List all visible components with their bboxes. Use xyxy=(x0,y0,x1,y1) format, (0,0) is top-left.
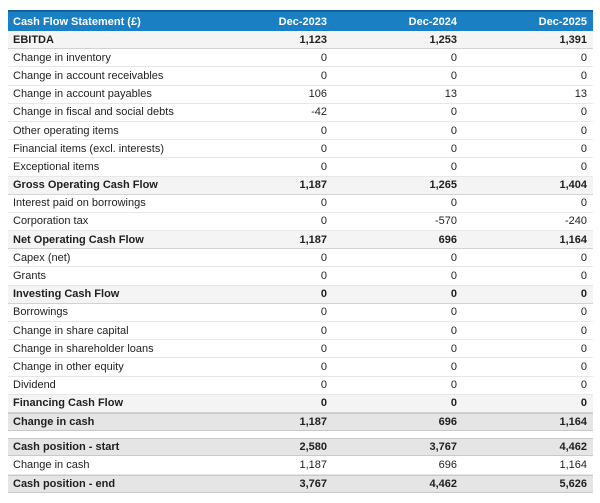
row-value: 0 xyxy=(580,270,587,283)
row-value: 1,187 xyxy=(299,458,327,471)
row-value: 0 xyxy=(450,379,457,392)
row-label: Cash position - start xyxy=(13,441,120,454)
row-label: Dividend xyxy=(13,379,56,392)
row-value: 4,462 xyxy=(429,477,457,490)
row-label: Financial items (excl. interests) xyxy=(13,142,164,155)
row-value: 0 xyxy=(450,306,457,319)
table-row xyxy=(8,177,593,195)
row-value: 0 xyxy=(580,160,587,173)
row-value: 5,626 xyxy=(559,477,587,490)
row-value: 0 xyxy=(450,51,457,64)
row-value: 1,253 xyxy=(429,33,457,46)
table-row xyxy=(8,213,593,231)
row-value: 0 xyxy=(580,106,587,119)
row-value: 0 xyxy=(580,306,587,319)
row-label: Change in fiscal and social debts xyxy=(13,106,174,119)
row-label: Change in other equity xyxy=(13,360,124,373)
column-header-dec-2025: Dec-2025 xyxy=(538,15,587,28)
row-label: Corporation tax xyxy=(13,215,89,228)
row-label: Investing Cash Flow xyxy=(13,288,120,301)
table-row xyxy=(8,286,593,304)
table-row xyxy=(8,358,593,376)
row-label: Change in shareholder loans xyxy=(13,342,154,355)
row-value: 0 xyxy=(450,397,457,410)
row-value: 13 xyxy=(444,88,457,101)
row-value: 0 xyxy=(580,124,587,137)
row-value: 1,123 xyxy=(299,33,327,46)
row-label: Change in account payables xyxy=(13,88,152,101)
row-label: Change in share capital xyxy=(13,324,129,337)
row-value: 0 xyxy=(450,342,457,355)
row-value: 0 xyxy=(450,360,457,373)
row-value: 0 xyxy=(450,251,457,264)
row-label: Cash position - end xyxy=(13,477,116,490)
table-row xyxy=(8,231,593,249)
table-row xyxy=(8,122,593,140)
row-value: 0 xyxy=(320,160,327,173)
row-value: 0 xyxy=(320,270,327,283)
row-label: Change in account receivables xyxy=(13,69,164,82)
table-row xyxy=(8,158,593,176)
row-value: 0 xyxy=(450,197,457,210)
row-label: Change in cash xyxy=(13,416,95,429)
row-label: Gross Operating Cash Flow xyxy=(13,179,158,192)
column-header-dec-2023: Dec-2023 xyxy=(278,15,327,28)
row-value: 1,187 xyxy=(299,179,327,192)
row-value: 0 xyxy=(320,124,327,137)
table-row xyxy=(8,304,593,322)
row-label: Exceptional items xyxy=(13,160,100,173)
row-label: Borrowings xyxy=(13,306,69,319)
row-value: 0 xyxy=(320,306,327,319)
row-label: Net Operating Cash Flow xyxy=(13,233,144,246)
row-value: 0 xyxy=(580,51,587,64)
row-value: 0 xyxy=(450,270,457,283)
row-value: 106 xyxy=(308,88,327,101)
row-label: Capex (net) xyxy=(13,251,71,264)
row-value: 0 xyxy=(580,324,587,337)
row-value: 0 xyxy=(450,106,457,119)
row-value: 0 xyxy=(580,142,587,155)
row-value: 1,404 xyxy=(559,179,587,192)
row-value: -240 xyxy=(564,215,587,228)
table-row xyxy=(8,438,593,456)
row-value: 4,462 xyxy=(559,441,587,454)
row-value: 696 xyxy=(438,233,457,246)
row-value: 0 xyxy=(320,379,327,392)
row-value: 0 xyxy=(320,342,327,355)
row-value: 0 xyxy=(320,215,327,228)
table-title: Cash Flow Statement (£) xyxy=(13,15,141,28)
row-value: 0 xyxy=(320,360,327,373)
row-value: 0 xyxy=(450,142,457,155)
row-value: -42 xyxy=(311,106,327,119)
table-row xyxy=(8,140,593,158)
row-value: 0 xyxy=(320,142,327,155)
row-value: 0 xyxy=(320,288,327,301)
table-row xyxy=(8,267,593,285)
row-value: 2,580 xyxy=(299,441,327,454)
row-value: -570 xyxy=(434,215,457,228)
row-value: 1,164 xyxy=(559,233,587,246)
row-value: 696 xyxy=(438,458,457,471)
row-value: 0 xyxy=(580,379,587,392)
table-row xyxy=(8,67,593,85)
row-label: Change in cash xyxy=(13,458,90,471)
table-body xyxy=(8,31,593,493)
table-row xyxy=(8,195,593,213)
row-label: Grants xyxy=(13,270,47,283)
row-value: 0 xyxy=(320,197,327,210)
row-label: EBITDA xyxy=(13,33,54,46)
row-value: 3,767 xyxy=(429,441,457,454)
row-value: 0 xyxy=(580,342,587,355)
row-value: 13 xyxy=(574,88,587,101)
table-row xyxy=(8,86,593,104)
row-value: 0 xyxy=(580,69,587,82)
row-value: 1,265 xyxy=(429,179,457,192)
table-row xyxy=(8,31,593,49)
table-row xyxy=(8,456,593,474)
table-row xyxy=(8,395,593,413)
row-value: 0 xyxy=(580,397,587,410)
row-value: 3,767 xyxy=(299,477,327,490)
table-row xyxy=(8,49,593,67)
row-value: 1,164 xyxy=(559,416,587,429)
row-value: 0 xyxy=(320,51,327,64)
row-label: Interest paid on borrowings xyxy=(13,197,146,210)
row-value: 0 xyxy=(580,288,587,301)
row-value: 1,187 xyxy=(299,233,327,246)
row-value: 0 xyxy=(450,160,457,173)
row-value: 0 xyxy=(320,69,327,82)
row-value: 0 xyxy=(580,251,587,264)
row-value: 1,187 xyxy=(299,416,327,429)
row-value: 0 xyxy=(320,397,327,410)
row-value: 0 xyxy=(320,251,327,264)
table-row xyxy=(8,413,593,431)
row-value: 0 xyxy=(580,197,587,210)
table-row xyxy=(8,104,593,122)
row-value: 1,164 xyxy=(559,458,587,471)
table-row xyxy=(8,340,593,358)
table-spacer xyxy=(8,431,593,438)
row-value: 0 xyxy=(450,69,457,82)
table-row xyxy=(8,249,593,267)
row-value: 696 xyxy=(438,416,457,429)
row-value: 0 xyxy=(450,124,457,137)
table-row xyxy=(8,475,593,493)
row-value: 1,391 xyxy=(559,33,587,46)
table-row xyxy=(8,322,593,340)
row-value: 0 xyxy=(450,324,457,337)
row-value: 0 xyxy=(320,324,327,337)
table-row xyxy=(8,377,593,395)
row-label: Change in inventory xyxy=(13,51,111,64)
row-label: Financing Cash Flow xyxy=(13,397,124,410)
row-label: Other operating items xyxy=(13,124,119,137)
table-header-row xyxy=(8,10,593,31)
cash-flow-statement-table xyxy=(8,10,593,493)
column-header-dec-2024: Dec-2024 xyxy=(408,15,457,28)
row-value: 0 xyxy=(580,360,587,373)
row-value: 0 xyxy=(450,288,457,301)
